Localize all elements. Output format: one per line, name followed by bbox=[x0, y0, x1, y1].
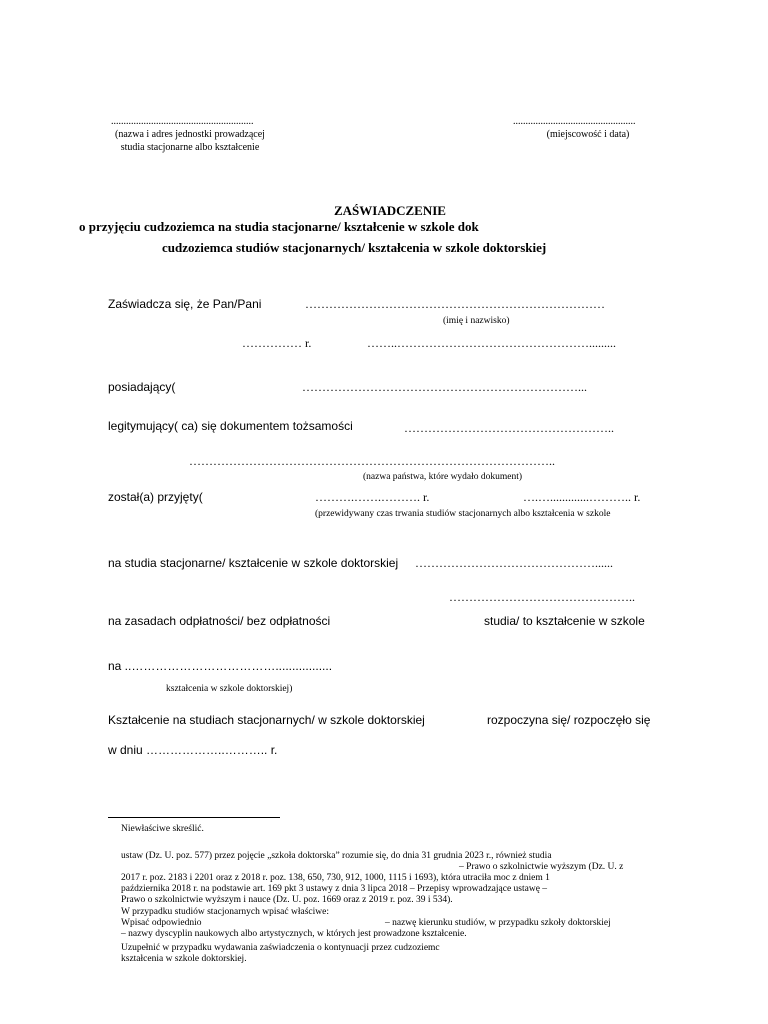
document-title: ZAŚWIADCZENIE bbox=[334, 203, 446, 218]
footnote-2-line3: 2017 r. poz. 2183 i 2201 oraz z 2018 r. poz. 138, 650, 730, 912, 1000, 1115 i 1693), która utraciła moc z dniem 1 bbox=[121, 873, 550, 883]
studies-dots-line2: ……………………………………….. bbox=[449, 590, 635, 604]
payment-right-text: studia/ to kształcenie w szkole bbox=[484, 614, 645, 628]
holding-dots: ……………………………………………………………... bbox=[302, 380, 587, 394]
issuer-caption-line2: studia stacjonarne albo kształcenie bbox=[120, 142, 260, 153]
footnote-3-line1: W przypadku studiów stacjonarnych wpisać właściwe: bbox=[121, 907, 329, 917]
issuer-dots: ......................................................... bbox=[111, 116, 254, 127]
footnote-3-line3: – nazwy dyscyplin naukowych albo artystycznych, w których jest prowadzone kształcenie. bbox=[121, 929, 467, 939]
footnote-2-line4: października 2018 r. na podstawie art. 169 pkt 3 ustawy z dnia 3 lipca 2018 – Przepisy wprowadzające ustawę – bbox=[121, 884, 548, 894]
birth-date-dots: …………… r. bbox=[242, 336, 312, 350]
footnote-3-line2a: Wpisać odpowiednio bbox=[121, 918, 202, 928]
issuer-caption-line1: (nazwa i adres jednostki prowadzącej bbox=[115, 129, 265, 140]
name-caption: (imię i nazwisko) bbox=[443, 316, 510, 326]
studies-label: na studia stacjonarne/ kształcenie w szkole doktorskiej bbox=[108, 556, 399, 570]
admitted-from-dots: ……….…….………. r. bbox=[315, 490, 430, 504]
field-of-study-caption: kształcenia w szkole doktorskiej) bbox=[166, 684, 293, 694]
admitted-label: został(a) przyjęty( bbox=[108, 490, 203, 504]
footnote-2-line5: Prawo o szkolnictwie wyższym i nauce (Dz. U. poz. 1669 oraz z 2019 r. poz. 39 i 534). bbox=[121, 895, 453, 905]
admitted-to-dots: ….….............……….. r. bbox=[523, 490, 641, 504]
country-dots: ……………………………………………………………………………….. bbox=[189, 454, 555, 468]
holding-label: posiadający( bbox=[108, 380, 176, 394]
payment-label: na zasadach odpłatności/ bez odpłatności bbox=[108, 614, 331, 628]
start-label: Kształcenie na studiach stacjonarnych/ w szkole doktorskiej bbox=[108, 713, 425, 727]
footnote-2-line1: ustaw (Dz. U. poz. 577) przez pojęcie „szkoła doktorska” rozumie się, do dnia 31 grudnia 2023 r., również studia bbox=[121, 851, 552, 861]
footnote-3-line2b: – nazwę kierunku studiów, w przypadku szkoły doktorskiej bbox=[385, 918, 611, 928]
footnote-separator bbox=[108, 817, 280, 818]
birth-place-dots: ……..…………………………………………......... bbox=[367, 336, 616, 350]
certify-label: Zaświadcza się, że Pan/Pani bbox=[108, 297, 262, 311]
name-field-dots: ………………………………………………………………… bbox=[305, 297, 605, 311]
field-of-study-line: na ..………………………………................. bbox=[108, 659, 333, 673]
start-date-line: w dniu ………………..……….. r. bbox=[108, 743, 278, 757]
footnote-2-line2: – Prawo o szkolnictwie wyższym (Dz. U. z bbox=[459, 862, 624, 872]
studies-dots: ………………………………………...... bbox=[415, 556, 613, 570]
place-date-caption: (miejscowość i data) bbox=[546, 129, 630, 140]
place-date-dots: ................................................. bbox=[513, 116, 636, 127]
document-subtitle-line2: cudzoziemca studiów stacjonarnych/ kształcenia w szkole doktorskiej bbox=[162, 240, 547, 255]
footnote-1: Niewłaściwe skreślić. bbox=[121, 824, 204, 834]
country-caption: (nazwa państwa, które wydało dokument) bbox=[363, 472, 523, 482]
start-right-text: rozpoczyna się/ rozpoczęło się bbox=[487, 713, 651, 727]
duration-caption: (przewidywany czas trwania studiów stacjonarnych albo kształcenia w szkole bbox=[315, 509, 611, 519]
identity-dots: …………………………………………….. bbox=[404, 421, 614, 435]
footnote-4-line2: kształcenia w szkole doktorskiej. bbox=[121, 954, 247, 964]
identity-label: legitymujący( ca) się dokumentem tożsamości bbox=[108, 419, 353, 433]
document-subtitle-line1: o przyjęciu cudzoziemca na studia stacjonarne/ kształcenie w szkole dok bbox=[79, 219, 479, 234]
footnote-4-line1: Uzupełnić w przypadku wydawania zaświadczenia o kontynuacji przez cudzoziemc bbox=[121, 943, 440, 953]
